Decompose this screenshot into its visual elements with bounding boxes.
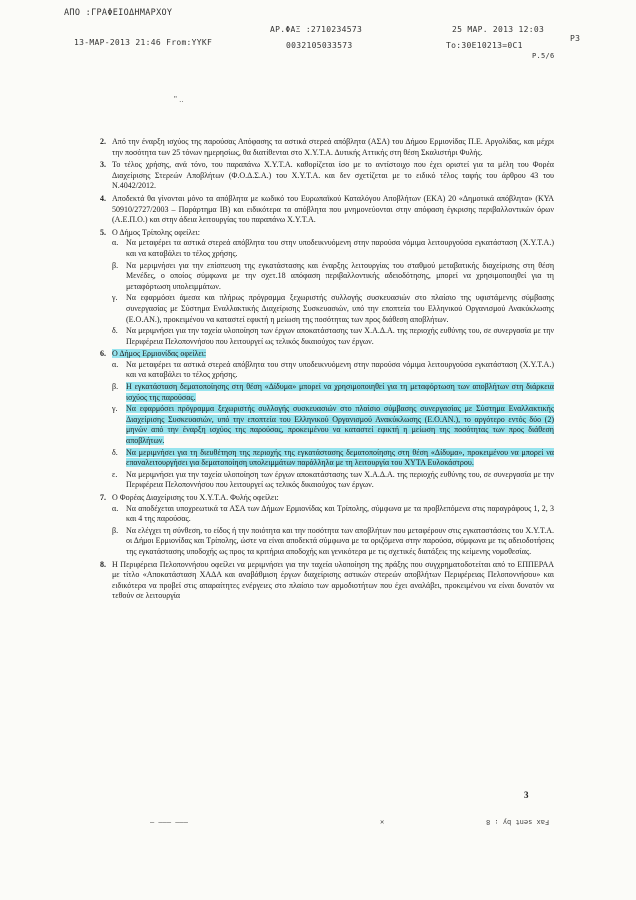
sub-item-text: Να μεριμνήσει για την ταχεία υλοποίηση των έργων αποκατάστασης των Χ.Α.Δ.Α. της περιοχής ευθύνης του, σε συνεργασία με την Περιφέρεια Πελοποννήσου που λειτουργεί ως τελικός δικαιούχος των έργων. (126, 469, 554, 490)
fax-page-code: Ρ3 (570, 34, 581, 43)
page-number: 3 (524, 790, 529, 800)
sub-item-text: Να εφαρμόσει άμεσα και πλήρως πρόγραμμα ξεχωριστής συλλογής συσκευασιών στο πλαίσιο της υφιστάμενης σύμβασης συνεργασίας με Σύστημα Εναλλακτικής Διαχείρισης Συσκευασιών, υπό την εποπτεία του Ελληνικού Οργανισμού Ανακύκλωσης (Ε.Ο.ΑΝ.), προκειμένου να καταστεί εφικτή η μείωση της ποσότητας των προς διάθεση αποβλήτων. (126, 293, 554, 324)
paragraph-number: 4. (100, 193, 106, 203)
fax-received-time: 25 ΜΑΡ. 2013 12:03 (452, 25, 545, 34)
sub-item-text: Η εγκατάσταση δεματοποίησης στη θέση «Δίδυμα» μπορεί να χρησιμοποιηθεί για τη μεταφόρτωση των αποβλήτων στη διάρκεια ισχύος της παρούσας. (126, 382, 554, 402)
sub-item (112, 448, 554, 469)
sub-item-letter: α. (112, 503, 119, 513)
paragraph-number: 7. (100, 493, 106, 502)
sub-item (112, 382, 554, 403)
sub-item-text: Να μεταφέρει τα αστικά στερεά απόβλητα του στην υποδεικνυόμενη στην παρούσα νόμιμα λειτουργούσα εγκατάσταση (Χ.Υ.Τ.Α.) και να καταβάλει το τέλος χρήσης. (126, 359, 554, 380)
paragraph-text: Ο Φορέας Διαχείρισης του Χ.Υ.Τ.Α. Φυλής οφείλει: (112, 493, 279, 502)
sub-item (112, 261, 554, 293)
paragraph-item (100, 137, 554, 158)
paragraph-item (100, 349, 554, 491)
paragraph-item (100, 227, 554, 348)
sub-item (112, 293, 554, 325)
paragraph-text: Η Περιφέρεια Πελοποννήσου οφείλει να μεριμνήσει για την ταχεία υλοποίηση της πράξης που συγχρηματοδοτείται από το ΕΠΠΕΡΑΑ με τίτλο «Αποκατάσταση ΧΑΔΑ και αναβάθμιση έργων διαχείρισης αστικών στερεών αποβλήτων Περιφέρειας Πελοποννήσου» και ειδικότερα να προβεί στις απαραίτητες ενέργειες στο πλαίσιο των αρμοδιοτήτων που έχει αναλάβει, προκειμένου να είναι δυνατόν να τεθούν σε λειτουργία (112, 559, 554, 601)
sub-item-text: Να αποδέχεται υποχρεωτικά τα ΑΣΑ των Δήμων Ερμιονίδας και Τρίπολης, σύμφωνα με τα προβλεπόμενα στις παραγράφους 1, 2, 3 και 4 της παρούσας. (126, 503, 554, 524)
fax-from-number: 0032105033573 (286, 41, 353, 50)
paragraph-text: Ο Δήμος Ερμιονίδας οφείλει: (112, 349, 207, 359)
fax-to-number: To:30E10213=0C1 (446, 41, 523, 50)
sub-item (112, 404, 554, 446)
sub-item (112, 360, 554, 381)
paragraph-text: Το τέλος χρήσης, ανά τόνο, του παραπάνω Χ.Υ.Τ.Α. καθορίζεται ίσο με το αντίστοιχο που έχει οριστεί για τα μέλη του Φορέα Διαχείρισης Στερεών Αποβλήτων (Φ.Ο.Δ.Σ.Α.) του Χ.Υ.Τ.Α. και δεν σχετίζεται με το ειδικό τέλος ταφής του άρθρου 43 του Ν.4042/2012. (112, 160, 554, 191)
sub-item-letter: γ. (112, 293, 118, 303)
paragraph-item (100, 493, 554, 558)
sub-item (112, 526, 554, 558)
paragraph-number: 2. (100, 137, 106, 146)
paragraph-text: Από την έναρξη ισχύος της παρούσας Απόφασης τα αστικά στερεά απόβλητα (ΑΣΑ) του Δήμου Ερμιονίδας Π.Ε. Αργολίδας, και μέχρι την ποσότητα των 25 τόνων ημερησίως, θα διατίθενται στο Χ.Υ.Τ.Α. Δυτικής Αττικής στη θέση Σκαλιστήρι Φυλής. (112, 137, 554, 157)
sub-item (112, 504, 554, 525)
sub-item-letter: β. (112, 382, 119, 392)
sub-item-letter: α. (112, 359, 119, 369)
footer-mark: ✕ (380, 818, 385, 826)
fax-sender-line: ΑΠΟ :ΓΡΑΦΕΙΟΔΗΜΑΡΧΟΥ (64, 8, 173, 18)
paragraph-number: 5. (100, 227, 106, 237)
sub-item-letter: α. (112, 238, 119, 248)
paragraph-text: Αποδεκτά θα γίνονται μόνο τα απόβλητα με κωδικό του Ευρωπαϊκού Καταλόγου Αποβλήτων (ΕΚΑ) 20 «Δημοτικά απόβλητα» (ΚΥΑ 50910/2727/2003 – Παράρτημα ΙΒ) και ειδικότερα τα απόβλητα που μνημονεύονται στην απόφαση έγκρισης περιβαλλοντικών όρων (Α.Ε.Π.Ο.) και στην άδεια λειτουργίας του παραπάνω Χ.Υ.Τ.Α. (112, 193, 554, 225)
paragraph-item (100, 160, 554, 192)
paragraph-number: 6. (100, 349, 106, 359)
sub-item-letter: γ. (112, 404, 118, 414)
sub-item-letter: β. (112, 260, 119, 270)
sub-item-text: Να μεριμνήσει για την ταχεία υλοποίηση των έργων αποκατάστασης των Χ.Α.Δ.Α. της περιοχής ευθύνης του, σε συνεργασία με την Περιφέρεια Πελοποννήσου που λειτουργεί ως τελικός δικαιούχος των έργων. (126, 326, 554, 346)
paragraph-text: Ο Δήμος Τρίπολης οφείλει: (112, 227, 200, 237)
document-body (100, 137, 554, 604)
sub-item-letter: β. (112, 525, 119, 535)
fax-sent-line: 13-ΜΑΡ-2013 21:46 From:YYKF (74, 38, 213, 47)
paragraph-item (100, 193, 554, 226)
sub-item-letter: δ. (112, 447, 118, 457)
sub-item-text: Να εφαρμόσει πρόγραμμα ξεχωριστής συλλογής συσκευασιών στο πλαίσιο σύμβασης συνεργασίας με Σύστημα Εναλλακτικής Διαχείρισης Συσκευασιών, υπό την εποπτεία του Ελληνικού Οργανισμού Ανακύκλωσης (Ε.Ο.ΑΝ.), το αργότερο εντός δύο (2) μηνών από την έναρξη ισχύος της παρούσας, προκειμένου να καταστεί εφικτή η μείωση της ποσότητας των προς διάθεση αποβλήτων. (126, 404, 554, 446)
paragraph-number: 3. (100, 160, 106, 170)
sub-item (112, 238, 554, 259)
fax-page-small: Ρ.5/6 (532, 52, 555, 60)
sub-item (112, 470, 554, 491)
sub-item-letter: ε. (112, 469, 118, 479)
footer-rotated-fax-line: Fax sent by : 8 (486, 818, 550, 826)
sub-item (112, 326, 554, 347)
paragraph-item (100, 559, 554, 602)
stray-mark: " .. (174, 95, 184, 104)
sub-item-text: Να ελέγχει τη σύνθεση, το είδος ή την ποιότητα και την ποσότητα των αποβλήτων που μεταφέρουν στις εγκαταστάσεις του Χ.Υ.Τ.Α. οι Δήμοι Ερμιονίδας και Τρίπολης, ώστε να είναι αποδεκτά σύμφωνα με τα οριζόμενα στην παρούσα, σύμφωνα με τις αδειοδοτήσεις της εγκατάστασης υποδοχής ως προς τα κριτήρια αποδοχής και γενικότερα με τις σχετικές διατάξεις της κείμενης νομοθεσίας. (126, 525, 554, 556)
paragraph-number: 8. (100, 559, 106, 569)
sub-item-text: Να μεριμνήσει για τη διευθέτηση της περιοχής της εγκατάστασης δεματοποίησης στη θέση «Δίδυμα», προκειμένου να μπορεί να επαναλειτουργήσει για δεματοποίηση υπολειμμάτων παράλληλα με τη λειτουργία του ΧΥΤΑ Ευλοκάστρου. (126, 447, 554, 468)
sub-item-text: Να μεταφέρει τα αστικά στερεά απόβλητα του στην υποδεικνυόμενη στην παρούσα νόμιμα λειτουργούσα εγκατάσταση (Χ.Υ.Τ.Α.) και να καταβάλει το τέλος χρήσης. (126, 238, 554, 258)
sub-item-text: Να μεριμνήσει για την επίσπευση της εγκατάστασης και έναρξης λειτουργίας του σταθμού μεταβατικής διαχείρισης στη θέση Μενέδες, ο οποίος σύμφωνα με την σχετ.18 απόφαση περιβαλλοντικής αδειοδότησης, μπορεί να χρησιμοποιηθεί για τη μεταφόρτωση υπολειμμάτων. (126, 260, 554, 291)
fax-number: ΑΡ.ΦΑΞ :2710234573 (270, 25, 363, 34)
sub-item-letter: δ. (112, 326, 118, 336)
footer-left: — ——— ——— (150, 818, 188, 826)
